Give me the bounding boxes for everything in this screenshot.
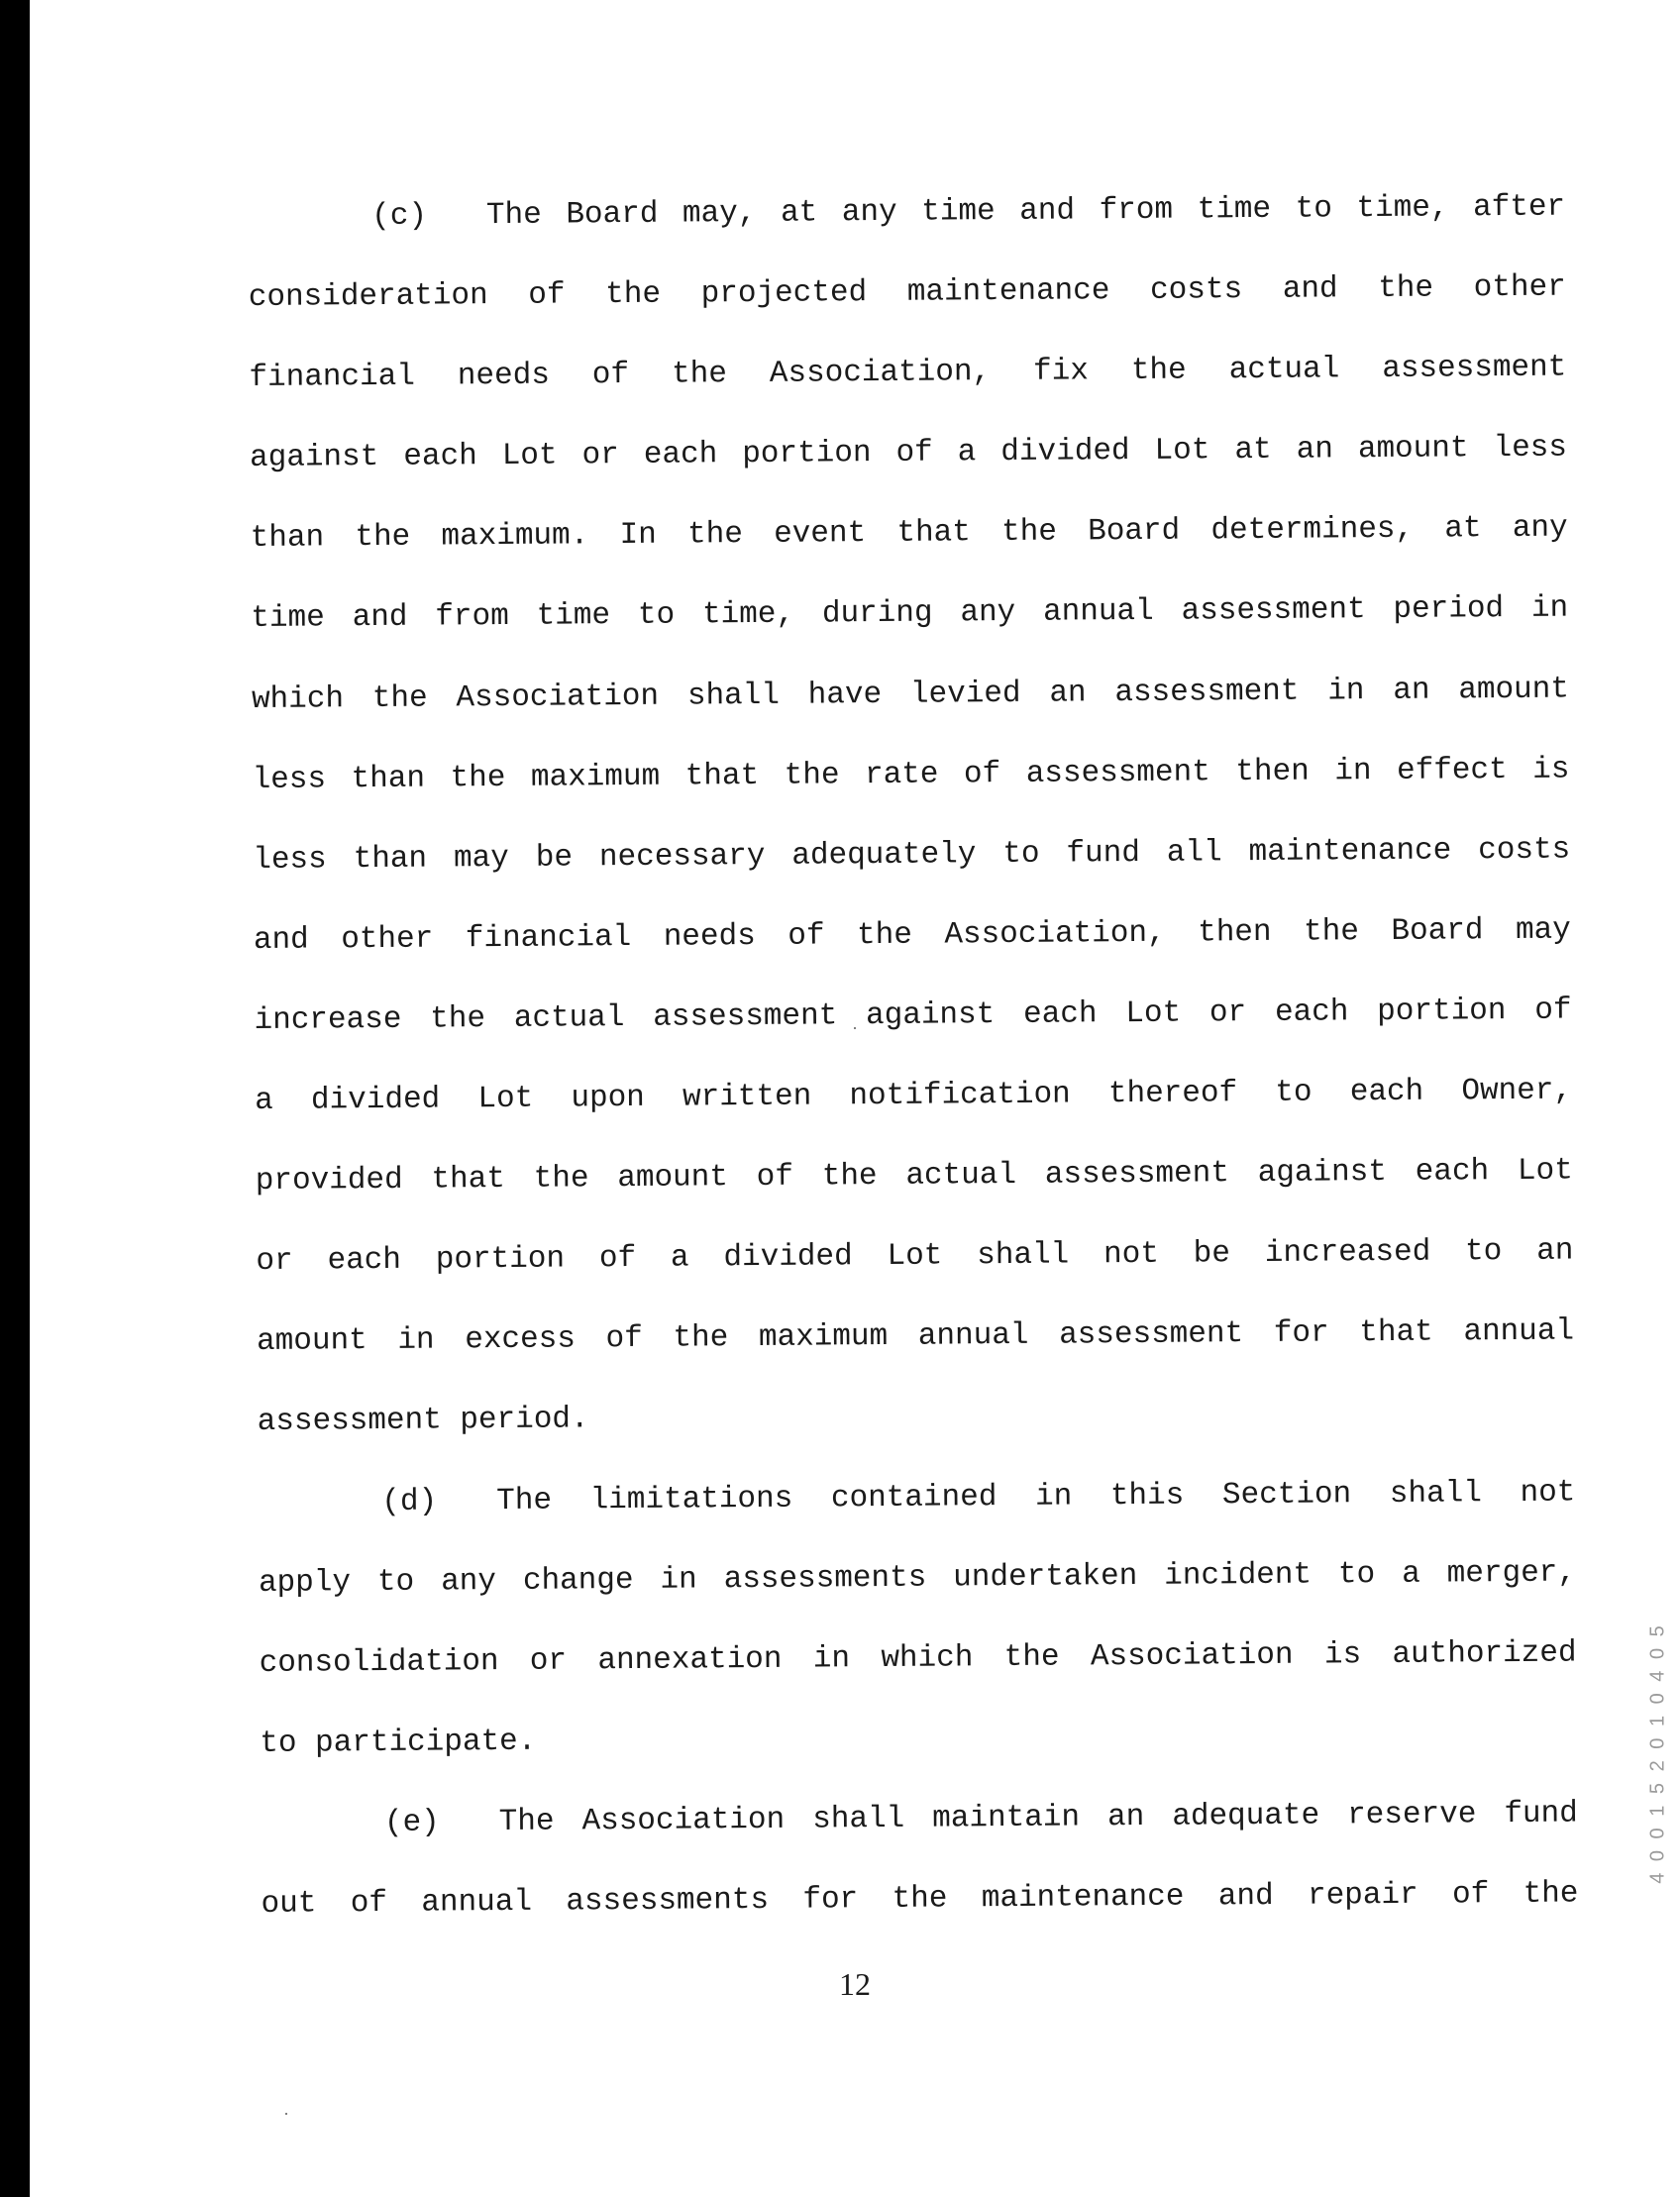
word: adequately [791, 836, 977, 874]
line-text [259, 1549, 1576, 1607]
word: fund [1066, 835, 1141, 872]
word: the [1378, 270, 1434, 307]
word: increased [1264, 1234, 1431, 1272]
word: of [605, 1321, 643, 1357]
word: necessary [598, 838, 766, 875]
word: a [1402, 1556, 1420, 1592]
word: that [684, 758, 760, 794]
text-line [251, 505, 1569, 596]
word: the [671, 357, 728, 392]
word: Association [581, 1802, 786, 1839]
word: Owner, [1461, 1073, 1573, 1109]
word: less [252, 762, 327, 797]
word: any [1512, 510, 1568, 547]
word: then [1198, 914, 1272, 951]
word: in [1327, 673, 1365, 709]
word: projected [700, 275, 868, 312]
word: period. [460, 1402, 589, 1438]
text-line [249, 345, 1567, 436]
word: is [1323, 1636, 1362, 1673]
line-text [499, 1790, 1579, 1846]
line-text [249, 345, 1566, 402]
line-text [249, 264, 1566, 322]
word: after [1472, 189, 1566, 226]
word: actual [1228, 352, 1340, 388]
word: the [784, 757, 840, 793]
word: portion [1377, 993, 1507, 1030]
word: costs [1478, 832, 1571, 869]
word: merger, [1446, 1555, 1577, 1592]
word: than [250, 520, 325, 557]
word: time, [701, 597, 795, 633]
word: actual [513, 999, 625, 1036]
word: written [682, 1079, 812, 1115]
word: portion [742, 436, 872, 472]
word: Section [1221, 1476, 1352, 1513]
word: from [1099, 192, 1174, 229]
word: The [498, 1804, 555, 1839]
word: or [581, 438, 619, 473]
word: to [376, 1564, 415, 1600]
word: be [535, 840, 574, 876]
word: any [841, 194, 897, 231]
word: and [352, 600, 408, 636]
word: time [1197, 191, 1272, 228]
word: divided [723, 1239, 853, 1276]
word: maintenance [1248, 833, 1452, 870]
text-line [253, 826, 1571, 917]
word: the [430, 1001, 486, 1037]
word: against [1257, 1155, 1388, 1192]
word: assessments [723, 1560, 927, 1597]
word: the [533, 1161, 589, 1197]
scan-speck [285, 2113, 287, 2115]
word: time [251, 600, 325, 637]
word: needs [663, 918, 756, 955]
word: annual [1042, 594, 1154, 631]
word: the [1130, 353, 1187, 389]
word: Lot [501, 438, 558, 474]
word: Lot [1154, 433, 1210, 470]
word: the [1303, 914, 1360, 950]
word: event [774, 516, 867, 553]
text-line [255, 1068, 1573, 1159]
scan-speck [854, 1027, 856, 1029]
word: time [921, 194, 996, 230]
line-text [259, 1629, 1576, 1687]
word: Board [1088, 513, 1181, 550]
word: thereof [1107, 1076, 1238, 1112]
word: authorized [1392, 1635, 1577, 1672]
word: the [821, 1159, 878, 1195]
paragraph-label: (e) [383, 1805, 440, 1840]
word: and [253, 922, 309, 958]
word: of [1534, 993, 1572, 1028]
word: and [1019, 193, 1076, 229]
word: Lot [1517, 1153, 1573, 1190]
word: participate. [314, 1724, 537, 1761]
word: have [807, 677, 883, 713]
word: shall [686, 678, 781, 714]
word: notification [849, 1077, 1071, 1114]
word: in [1530, 591, 1569, 627]
word: maintenance [906, 273, 1110, 310]
word: or [256, 1243, 293, 1280]
word: Association [456, 679, 660, 715]
text-line [251, 585, 1569, 677]
word: of [756, 1159, 794, 1196]
paragraph-label: (c) [371, 198, 428, 235]
word: divided [310, 1082, 441, 1118]
word: be [1193, 1236, 1231, 1272]
word: period [1393, 591, 1505, 628]
word: in [660, 1562, 697, 1598]
word: against [249, 440, 379, 476]
text-line [254, 987, 1572, 1078]
line-text [256, 1148, 1573, 1205]
word: which [881, 1639, 974, 1676]
word: not [1520, 1475, 1576, 1511]
word: actual [905, 1158, 1017, 1194]
word: each [403, 439, 477, 475]
word: maintenance [981, 1879, 1185, 1917]
word: amount [1458, 672, 1570, 707]
word: each [643, 437, 718, 473]
word: to [1464, 1234, 1503, 1270]
line-text [261, 1870, 1578, 1928]
word: consideration [248, 278, 488, 316]
word: the [856, 917, 913, 954]
word: a [957, 435, 977, 471]
word: maximum [758, 1319, 889, 1356]
text-line [261, 1870, 1579, 1961]
line-text [254, 906, 1571, 964]
word: to [1295, 191, 1333, 227]
word: any [960, 595, 1016, 631]
word: for [1273, 1315, 1329, 1352]
paragraph-first-line [258, 1469, 1576, 1560]
word: amount [617, 1160, 729, 1197]
word: time [536, 598, 611, 635]
text-line [257, 1308, 1575, 1400]
word: less [1493, 430, 1568, 467]
text-line [254, 906, 1572, 997]
word: to [1002, 836, 1040, 872]
word: and [1282, 271, 1338, 307]
word: an [1106, 1799, 1145, 1835]
word: shall [812, 1801, 905, 1837]
word: the [673, 1320, 729, 1356]
word: or [1208, 995, 1247, 1031]
word: assessment [653, 998, 838, 1035]
word: limitations [589, 1481, 793, 1517]
word: to [260, 1726, 297, 1761]
word: incident [1164, 1557, 1312, 1594]
word: The [485, 197, 542, 234]
line-text [251, 505, 1568, 563]
line-text [254, 987, 1571, 1044]
word: at [780, 195, 818, 231]
word: of [591, 358, 630, 393]
line-text [252, 666, 1569, 723]
word: adequate [1172, 1798, 1320, 1834]
paragraph-first-line [261, 1790, 1579, 1881]
word: all [1166, 835, 1222, 871]
line-text [255, 1068, 1572, 1125]
word: the [686, 517, 744, 553]
line-text [252, 746, 1569, 803]
word: not [1102, 1237, 1160, 1273]
word: reserve [1347, 1797, 1477, 1833]
word: The [496, 1483, 553, 1518]
document-page [30, 0, 1680, 2197]
word: maximum. [441, 518, 589, 555]
word: financial [465, 919, 632, 957]
line-text [253, 826, 1570, 884]
word: from [435, 599, 509, 635]
word: rate [864, 757, 939, 792]
word: costs [1149, 272, 1243, 308]
word: other [1473, 269, 1566, 306]
word: the [371, 680, 428, 716]
word: that [1359, 1314, 1433, 1351]
word: assessment [1059, 1316, 1244, 1353]
word: amount [1357, 431, 1469, 468]
word: each [327, 1243, 402, 1279]
word: financial [249, 359, 416, 396]
document-body [248, 184, 1579, 1961]
word: Board [566, 196, 659, 233]
word: annual [917, 1318, 1029, 1355]
word: maximum [530, 759, 661, 795]
word: that [896, 515, 971, 552]
word: the [1003, 1639, 1060, 1675]
word: this [1109, 1478, 1185, 1514]
word: an [1536, 1233, 1574, 1270]
word: fund [1504, 1796, 1578, 1831]
word: which [251, 680, 345, 717]
word: is [1532, 752, 1570, 787]
word: repair [1307, 1877, 1418, 1914]
word: upon [571, 1080, 646, 1116]
word: the [1522, 1876, 1579, 1912]
word: Board [1391, 913, 1484, 949]
word: assessments [566, 1882, 770, 1920]
word: each [1415, 1154, 1490, 1190]
word: provided [255, 1162, 403, 1200]
line-text [250, 425, 1567, 482]
word: Association, [944, 915, 1166, 953]
word: consolidation [259, 1643, 499, 1681]
word: of [1451, 1877, 1490, 1913]
word: an [1296, 432, 1334, 468]
line-text [496, 1469, 1576, 1525]
word: the [355, 520, 411, 556]
side-stamp [1647, 1545, 1669, 1961]
word: annual [421, 1884, 533, 1921]
word: against [865, 997, 996, 1034]
word: the [450, 760, 506, 796]
text-line [258, 1389, 1576, 1480]
text-line [256, 1228, 1574, 1319]
word: to [1275, 1075, 1312, 1110]
word: change [522, 1562, 634, 1599]
word: during [821, 596, 933, 632]
line-text [258, 1389, 1575, 1446]
word: Association, [769, 355, 992, 392]
text-line [249, 264, 1567, 356]
paragraph-first-line [248, 184, 1566, 275]
word: assessment [1044, 1156, 1229, 1193]
line-text [256, 1228, 1573, 1286]
word: to [637, 598, 676, 634]
word: of [788, 918, 825, 954]
line-text [251, 585, 1568, 643]
word: then [1235, 754, 1310, 789]
word: determines, [1210, 512, 1415, 549]
word: may [453, 840, 509, 877]
word: increase [254, 1001, 402, 1038]
paragraph-label: (d) [381, 1484, 438, 1519]
word: in [397, 1322, 435, 1359]
word: an [1393, 673, 1430, 708]
word: a [670, 1240, 689, 1276]
word: may [1515, 912, 1571, 948]
word: at [1444, 511, 1482, 547]
word: contained [830, 1479, 998, 1516]
word: undertaken [953, 1558, 1138, 1596]
word: in [1034, 1479, 1073, 1515]
word: in [812, 1640, 851, 1677]
word: effect [1396, 752, 1508, 788]
page-number: 12 [839, 1966, 871, 2002]
line-text [260, 1710, 1577, 1767]
word: and [1217, 1878, 1274, 1915]
word: that [431, 1162, 506, 1198]
word: than [351, 761, 426, 796]
word: needs [457, 358, 551, 394]
word: of [350, 1885, 388, 1922]
word: the [605, 276, 662, 313]
word: apply [258, 1564, 352, 1601]
word: assessment [1382, 350, 1567, 387]
text-line [252, 746, 1570, 837]
word: shall [1389, 1475, 1483, 1512]
word: of [598, 1241, 637, 1277]
word: Association [1090, 1637, 1294, 1675]
word: of [895, 435, 933, 471]
word: annexation [597, 1641, 783, 1678]
word: assessment [1025, 755, 1210, 791]
word: each [1022, 996, 1098, 1032]
text-line [256, 1148, 1574, 1239]
word: divided [1000, 434, 1130, 471]
word: than [353, 841, 428, 877]
word: assessment [1181, 592, 1366, 630]
word: Lot [1125, 995, 1182, 1032]
word: of [528, 277, 566, 313]
word: time, [1356, 190, 1449, 227]
word: the [1000, 514, 1058, 551]
word: the [892, 1881, 948, 1917]
word: of [963, 756, 1001, 791]
word: Lot [887, 1238, 943, 1275]
word: less [253, 842, 327, 878]
word: other [341, 921, 434, 958]
word: an [1049, 675, 1087, 711]
word: In [619, 518, 657, 554]
word: a [255, 1083, 273, 1119]
word: shall [977, 1237, 1070, 1274]
word: for [802, 1882, 859, 1918]
word: assessment [1114, 674, 1300, 710]
word: may, [682, 195, 757, 232]
word: excess [465, 1321, 577, 1358]
word: each [1349, 1074, 1424, 1110]
word: maintain [932, 1800, 1081, 1836]
word: annual [1463, 1313, 1575, 1350]
word: or [529, 1643, 568, 1679]
word: Lot [477, 1081, 534, 1117]
line-text [257, 1308, 1574, 1366]
text-line [252, 666, 1570, 757]
word: each [1274, 994, 1349, 1030]
line-text [486, 184, 1566, 241]
word: portion [435, 1241, 566, 1278]
word: out [261, 1886, 317, 1922]
word: amount [256, 1323, 368, 1360]
word: fix [1032, 354, 1090, 389]
text-line [259, 1629, 1577, 1721]
word: any [441, 1563, 497, 1600]
text-line [250, 425, 1568, 516]
side-stamp-text: 4 0 0 1 5 2 0 1 0 4 0 5 [1646, 1622, 1669, 1884]
word: in [1334, 753, 1372, 789]
word: to [1337, 1556, 1376, 1592]
text-line [259, 1549, 1577, 1640]
word: levied [909, 676, 1021, 712]
text-line [260, 1710, 1578, 1801]
word: assessment [257, 1403, 442, 1440]
word: at [1234, 433, 1272, 469]
